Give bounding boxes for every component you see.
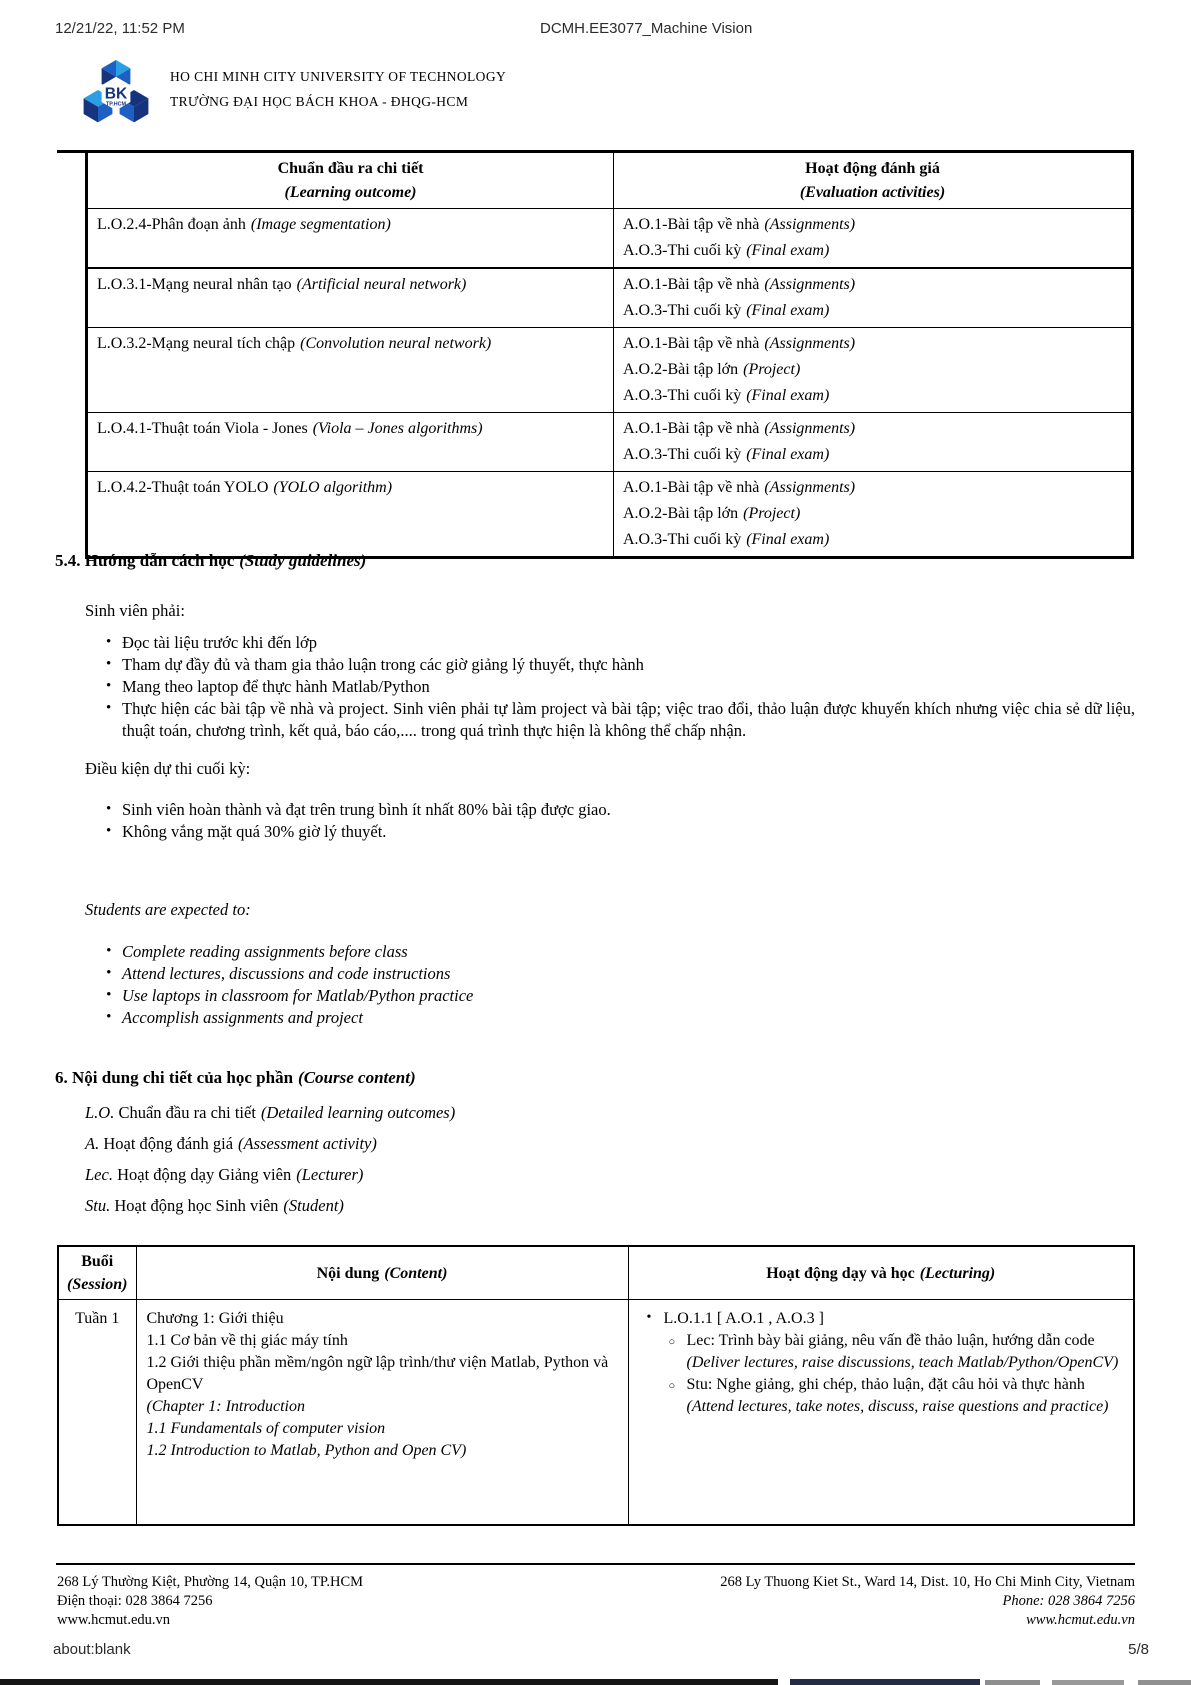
content-line: 1.2 Giới thiệu phần mềm/ngôn ngữ lập trình/thư viện Matlab, Python và OpenCV	[146, 1354, 609, 1393]
list-item: • Sinh viên hoàn thành và đạt trên trung bình ít nhất 80% bài tập được giao.	[55, 799, 1135, 821]
print-datetime: 12/21/22, 11:52 PM	[55, 20, 185, 37]
definition-lec: Lec. Hoạt động dạy Giảng viên (Lecturer)	[85, 1165, 364, 1184]
evaluation-cell	[614, 268, 1133, 328]
outcome-header-en: (Learning outcome)	[284, 184, 417, 201]
evaluation-header-vi: Hoạt động đánh giá	[805, 160, 940, 177]
content-line-en: 1.2 Introduction to Matlab, Python and Open CV)	[146, 1442, 467, 1459]
list-item: • Thực hiện các bài tập về nhà và project. Sinh viên phải tự làm project và bài tập; việc trao đổi, thảo luận được khuyến khích nhưng việc chia sẻ dữ liệu, thuật toán, chương trình, kết quả, báo cáo,.... trong quá trình thực hiện là không thể chấp nhận.	[55, 698, 1135, 742]
eval-line: A.O.3-Thi cuối kỳ (Final exam)	[623, 531, 830, 548]
course-content-table	[57, 1245, 1135, 1526]
content-line-en: (Chapter 1: Introduction	[146, 1398, 305, 1415]
outcome-cell: L.O.3.2-Mạng neural tích chập (Convolution neural network)	[87, 328, 614, 413]
students-must-intro: Sinh viên phải:	[85, 601, 185, 620]
eval-line: A.O.1-Bài tập về nhà (Assignments)	[623, 420, 856, 437]
section-5-4-heading: 5.4. Hướng dẫn cách học (Study guidelines)	[55, 551, 367, 570]
definition-lo: L.O. Chuẩn đầu ra chi tiết (Detailed learning outcomes)	[85, 1103, 456, 1122]
lo-reference: • L.O.1.1 [ A.O.1 , A.O.3 ]	[639, 1308, 1124, 1330]
eval-line: A.O.2-Bài tập lớn (Project)	[623, 505, 801, 522]
student-activity: ○ Stu: Nghe giảng, ghi chép, thảo luận, đặt câu hỏi và thực hành (Attend lectures, take notes, discuss, raise questions and practice)	[668, 1376, 1109, 1415]
taskbar-segment	[0, 1679, 778, 1685]
list-item: • Complete reading assignments before class	[55, 941, 1135, 963]
taskbar-segment	[1052, 1680, 1124, 1685]
outcome-row	[87, 328, 1133, 413]
outcome-table-header-row	[87, 152, 1133, 209]
footer-website-vi: www.hcmut.edu.vn	[57, 1612, 171, 1628]
content-line: 1.1 Cơ bản về thị giác máy tính	[146, 1332, 348, 1349]
students-expected-intro: Students are expected to:	[85, 900, 251, 919]
table-top-rule-extension	[57, 150, 86, 153]
taskbar-segment	[790, 1679, 980, 1685]
outcome-cell: L.O.4.1-Thuật toán Viola - Jones (Viola – Jones algorithms)	[87, 413, 614, 472]
content-header-cell: Nội dung (Content)	[136, 1246, 628, 1300]
outcome-cell: L.O.2.4-Phân đoạn ảnh (Image segmentation)	[87, 209, 614, 269]
eval-line: A.O.3-Thi cuối kỳ (Final exam)	[623, 387, 830, 404]
content-table-header-row	[58, 1246, 1134, 1300]
eval-line: A.O.1-Bài tập về nhà (Assignments)	[623, 335, 856, 352]
footer-website-en: www.hcmut.edu.vn	[1026, 1612, 1135, 1628]
study-guidelines-list-en	[55, 941, 1135, 1029]
session-cell: Tuần 1	[58, 1300, 136, 1525]
footer-address-vi: 268 Lý Thường Kiệt, Phường 14, Quận 10, TP.HCM Điện thoại: 028 3864 7256 www.hcmut.edu.vn	[57, 1574, 364, 1628]
list-item: • Không vắng mặt quá 30% giờ lý thuyết.	[55, 821, 1135, 843]
outcome-header-vi: Chuẩn đầu ra chi tiết	[277, 160, 424, 177]
evaluation-cell	[614, 413, 1133, 472]
eval-line: A.O.1-Bài tập về nhà (Assignments)	[623, 479, 856, 496]
footer-rule	[56, 1563, 1135, 1565]
session-header-cell: Buổi (Session)	[58, 1246, 136, 1300]
evaluation-cell	[614, 472, 1133, 558]
university-name-vi: TRƯỜNG ĐẠI HỌC BÁCH KHOA - ĐHQG-HCM	[170, 94, 469, 109]
university-name-en: HO CHI MINH CITY UNIVERSITY OF TECHNOLOGY	[170, 69, 507, 84]
taskbar-sliver	[0, 1678, 1191, 1685]
university-logo	[80, 54, 152, 138]
evaluation-cell	[614, 209, 1133, 269]
footer-address-en: 268 Ly Thuong Kiet St., Ward 14, Dist. 10, Ho Chi Minh City, Vietnam Phone: 028 3864 7256 www.hcmut.edu.vn	[720, 1574, 1135, 1628]
content-row	[58, 1300, 1134, 1525]
list-item: • Đọc tài liệu trước khi đến lớp	[55, 632, 1135, 654]
outcome-cell: L.O.4.2-Thuật toán YOLO (YOLO algorithm)	[87, 472, 614, 558]
content-cell	[136, 1300, 628, 1525]
eval-line: A.O.3-Thi cuối kỳ (Final exam)	[623, 302, 830, 319]
list-item: • Tham dự đầy đủ và tham gia thảo luận trong các giờ giảng lý thuyết, thực hành	[55, 654, 1135, 676]
list-item: • Attend lectures, discussions and code instructions	[55, 963, 1135, 985]
print-page-number: 5/8	[1128, 1641, 1149, 1658]
lecturing-cell	[628, 1300, 1134, 1525]
eval-line: A.O.1-Bài tập về nhà (Assignments)	[623, 216, 856, 233]
outcome-cell: L.O.3.1-Mạng neural nhân tạo (Artificial neural network)	[87, 268, 614, 328]
learning-outcome-table	[85, 150, 1134, 559]
exam-condition-intro: Điều kiện dự thi cuối kỳ:	[85, 759, 251, 778]
lecturing-header-cell: Hoạt động dạy và học (Lecturing)	[628, 1246, 1134, 1300]
print-url: about:blank	[53, 1641, 131, 1658]
taskbar-segment	[985, 1680, 1040, 1685]
list-item: • Use laptops in classroom for Matlab/Python practice	[55, 985, 1135, 1007]
evaluation-cell	[614, 328, 1133, 413]
outcome-row	[87, 268, 1133, 328]
outcome-header-cell	[87, 152, 614, 209]
content-line-en: 1.1 Fundamentals of computer vision	[146, 1420, 386, 1437]
university-names	[170, 64, 506, 114]
outcome-row	[87, 413, 1133, 472]
list-item: • Accomplish assignments and project	[55, 1007, 1135, 1029]
content-line: Chương 1: Giới thiệu	[146, 1310, 284, 1327]
study-guidelines-list-vi	[55, 632, 1135, 742]
section-6-heading: 6. Nội dung chi tiết của học phần (Course content)	[55, 1068, 416, 1087]
list-item: • Mang theo laptop để thực hành Matlab/Python	[55, 676, 1135, 698]
eval-line: A.O.3-Thi cuối kỳ (Final exam)	[623, 242, 830, 259]
evaluation-header-cell	[614, 152, 1133, 209]
taskbar-segment	[1138, 1680, 1191, 1685]
definition-a: A. Hoạt động đánh giá (Assessment activity)	[85, 1134, 377, 1153]
logo-bk-text: BK	[104, 85, 128, 103]
evaluation-header-en: (Evaluation activities)	[799, 184, 946, 201]
exam-condition-list	[55, 799, 1135, 843]
eval-line: A.O.1-Bài tập về nhà (Assignments)	[623, 276, 856, 293]
definition-stu: Stu. Hoạt động học Sinh viên (Student)	[85, 1196, 344, 1215]
circle-bullet-icon: ○	[668, 1336, 676, 1348]
outcome-row	[87, 209, 1133, 269]
print-document-title: DCMH.EE3077_Machine Vision	[540, 20, 753, 37]
circle-bullet-icon: ○	[668, 1380, 676, 1392]
lecturer-activity: ○ Lec: Trình bày bài giảng, nêu vấn đề thảo luận, hướng dẫn code (Deliver lectures, raise discussions, teach Matlab/Python/OpenCV)	[668, 1332, 1119, 1371]
eval-line: A.O.2-Bài tập lớn (Project)	[623, 361, 801, 378]
outcome-row	[87, 472, 1133, 558]
eval-line: A.O.3-Thi cuối kỳ (Final exam)	[623, 446, 830, 463]
logo-tphcm-text: TP.HCM	[106, 101, 126, 108]
